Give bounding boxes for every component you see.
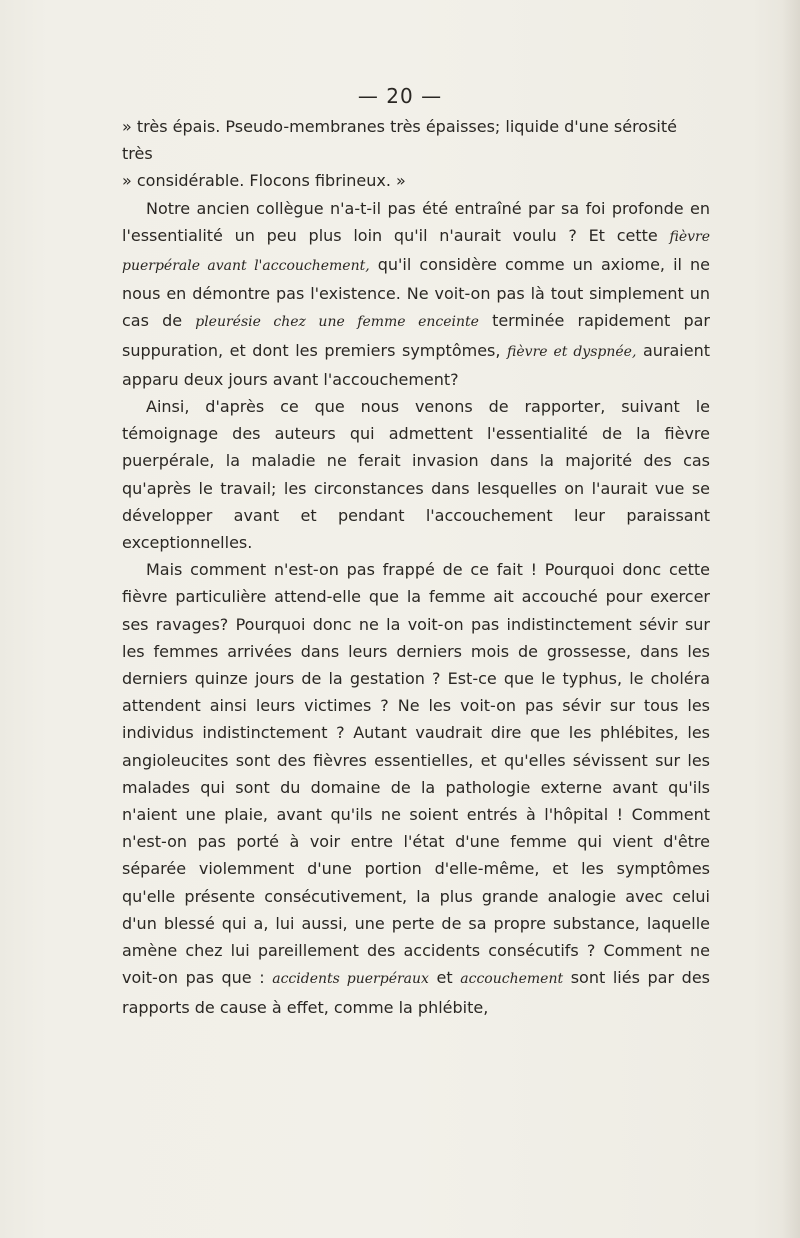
paragraph-1-part-2: qu'il considère comme un axiome, il ne nous en démontre pas l'existence. Ne voit-on pas là tout simplement un cas de — [122, 255, 711, 331]
paragraph-1-part-3: terminée rapidement par suppuration, et dont les premiers symptômes, — [122, 311, 710, 360]
body-text — [122, 113, 710, 1021]
quote-line-1: » très épais. Pseudo-membranes très épaisses; liquide d'une sérosité très — [122, 117, 677, 164]
paragraph-3-italic-2: accouchement — [460, 971, 564, 988]
paragraph-1-italic-1: fièvre puerpérale avant l'accouchement, — [122, 228, 710, 275]
paragraph-3 — [122, 556, 710, 1020]
paragraph-1-italic-2: pleurésie chez une femme enceinte — [195, 314, 479, 331]
paragraph-3-part-2: et — [428, 968, 461, 988]
page-edge-shadow — [782, 0, 800, 1238]
quote-line-2: » considérable. Flocons fibrineux. » — [122, 171, 406, 191]
paragraph-3-part-1: Mais comment n'est-on pas frappé de ce fait ! Pourquoi donc cette fièvre particulière attend-elle que la femme ait accouché pour exercer ses ravages? Pourquoi donc ne la voit-on pas indistinctement sévir sur les femmes arrivées dans leurs derniers mois de grossesse, dans les derniers quinze jours de la gestation ? Est-ce que le typhus, le choléra attendent ainsi leurs victimes ? Ne les voit-on pas sévir sur tous les individus indistinctement ? Autant vaudrait dire que les phlébites, les angioleucites sont des fièvres essentielles, et qu'elles sévissent sur les malades qui sont du domaine de la pathologie externe avant qu'ils n'aient une plaie, avant qu'ils ne soient entrés à l'hôpital ! Comment n'est-on pas porté à voir entre l'état d'une femme qui vient d'être séparée violemment d'une portion d'elle-même, et les symptômes qu'elle présente consécutivement, la plus grande analogie avec celui d'un blessé qui a, lui aussi, une perte de sa propre substance, laquelle amène chez lui pareillement des accidents consécutifs ? Comment ne voit-on pas que : — [122, 560, 710, 988]
paragraph-3-part-3: sont liés par des rapports de cause à effet, comme la phlébite, — [122, 968, 710, 1017]
paragraph-1 — [122, 195, 710, 393]
paragraph-3-italic-1: accidents puerpéraux — [272, 971, 429, 988]
paragraph-2: Ainsi, d'après ce que nous venons de rapporter, suivant le témoignage des auteurs qui admettent l'essentialité de la fièvre puerpérale, la maladie ne ferait invasion dans la majorité des cas qu'après le travail; les circonstances dans lesquelles on l'aurait vue se développer avant et pendant l'accouchement leur paraissant exceptionnelles. — [122, 397, 710, 553]
paragraph-1-part-4: auraient apparu deux jours avant l'accouchement? — [122, 340, 710, 389]
page-number: — 20 — — [357, 84, 443, 108]
paragraph-1-part-1: Notre ancien collègue n'a-t-il pas été entraîné par sa foi profonde en l'essentialité un peu plus loin qu'il n'aurait voulu ? Et cette — [122, 198, 710, 245]
paragraph-1-italic-3: fièvre et dyspnée, — [507, 343, 637, 360]
